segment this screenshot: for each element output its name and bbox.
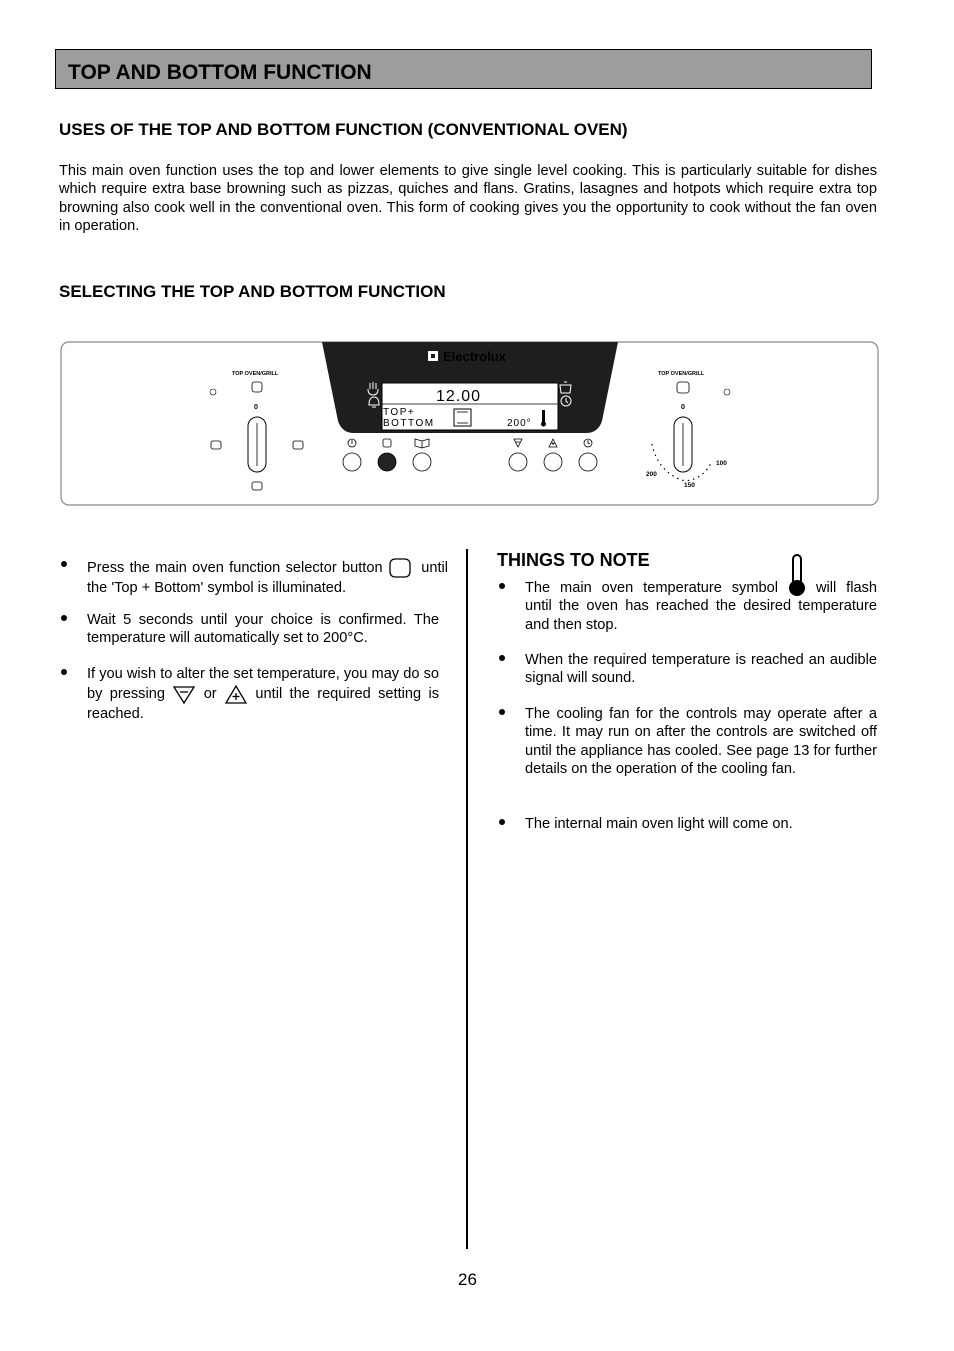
column-divider	[466, 549, 468, 1249]
temp-up-button	[544, 453, 562, 471]
left-bullet-1-after: until the 'Top + Bottom' symbol is illuminated.	[87, 559, 449, 596]
bullet-dot	[499, 655, 505, 661]
bullet-dot	[499, 709, 505, 715]
left-knob-zero: 0	[254, 404, 258, 411]
bullet-dot	[499, 819, 505, 825]
section-heading-uses: USES OF THE TOP AND BOTTOM FUNCTION (CONVENTIONAL OVEN)	[59, 120, 628, 139]
brand-name: Electrolux	[443, 349, 506, 364]
right-bullet-4: The internal main oven light will come on.	[525, 816, 793, 832]
function-selector-button	[378, 453, 396, 471]
recipe-button	[413, 453, 431, 471]
page-title: TOP AND BOTTOM FUNCTION	[68, 61, 372, 84]
left-bullet-1-before: Press the main oven function selector button	[87, 559, 383, 576]
left-knob-label: TOP OVEN/GRILL	[232, 371, 279, 377]
right-bullet-3: The cooling fan for the controls may operate after a time. It may run on after the controls are switched off until the appliance has cooled. See page 13 for further details on the operation of the cooling fan.	[525, 706, 877, 778]
scale-200: 200	[646, 471, 657, 478]
bullet-dot	[61, 615, 67, 621]
left-bullet-3-or: or	[203, 686, 217, 703]
control-panel-illustration	[60, 341, 880, 507]
bullet-dot	[61, 669, 67, 675]
minus-button-icon	[172, 683, 196, 705]
bullet-dot	[61, 561, 67, 567]
scale-100: 100	[716, 460, 727, 467]
temp-down-button	[509, 453, 527, 471]
timer-button	[579, 453, 597, 471]
left-bullet-2: Wait 5 seconds until your choice is confirmed. The temperature will automatically set to 200°C.	[87, 612, 439, 647]
things-to-note-heading: THINGS TO NOTE	[497, 550, 650, 570]
right-knob-label: TOP OVEN/GRILL	[658, 371, 705, 377]
function-button-icon	[388, 557, 412, 579]
plus-button-icon	[224, 683, 248, 705]
section-heading-selecting: SELECTING THE TOP AND BOTTOM FUNCTION	[59, 282, 446, 301]
left-bullet-3-part2: until the required setting is reached.	[87, 686, 440, 723]
lcd-time: 12.00	[436, 388, 482, 405]
right-bullet-1	[525, 579, 877, 634]
left-bullet-3-part1: If you wish to alter the set temperature, you may do so by pressing	[87, 666, 439, 703]
lcd-mode-line2: BOTTOM	[383, 418, 435, 429]
right-bullet-1-before: The main oven temperature symbol	[525, 580, 778, 596]
section-body-uses: This main oven function uses the top and lower elements to give single level cooking. This is particularly suitable for dishes which require extra base browning such as pizzas, quiches and flans. Gratins, lasagnes and hotpots which require extra top browning also cook well in the conventional oven. This form of cooking gives you the opportunity to cook without the fan oven in operation.	[59, 163, 877, 235]
right-bullet-1-after: will flash until the oven has reached the desired temperature and then stop.	[525, 580, 877, 633]
right-knob-zero: 0	[681, 404, 685, 411]
left-bullet-3	[87, 665, 439, 724]
page-number: 26	[458, 1270, 477, 1289]
bullet-dot	[499, 583, 505, 589]
lcd-mode-line1: TOP+	[383, 407, 416, 418]
scale-150: 150	[684, 482, 695, 489]
right-bullet-2: When the required temperature is reached an audible signal will sound.	[525, 652, 877, 687]
lcd-temp: 200°	[507, 418, 532, 429]
left-bullet-1	[87, 557, 448, 597]
title-bar	[55, 49, 872, 89]
power-button	[343, 453, 361, 471]
